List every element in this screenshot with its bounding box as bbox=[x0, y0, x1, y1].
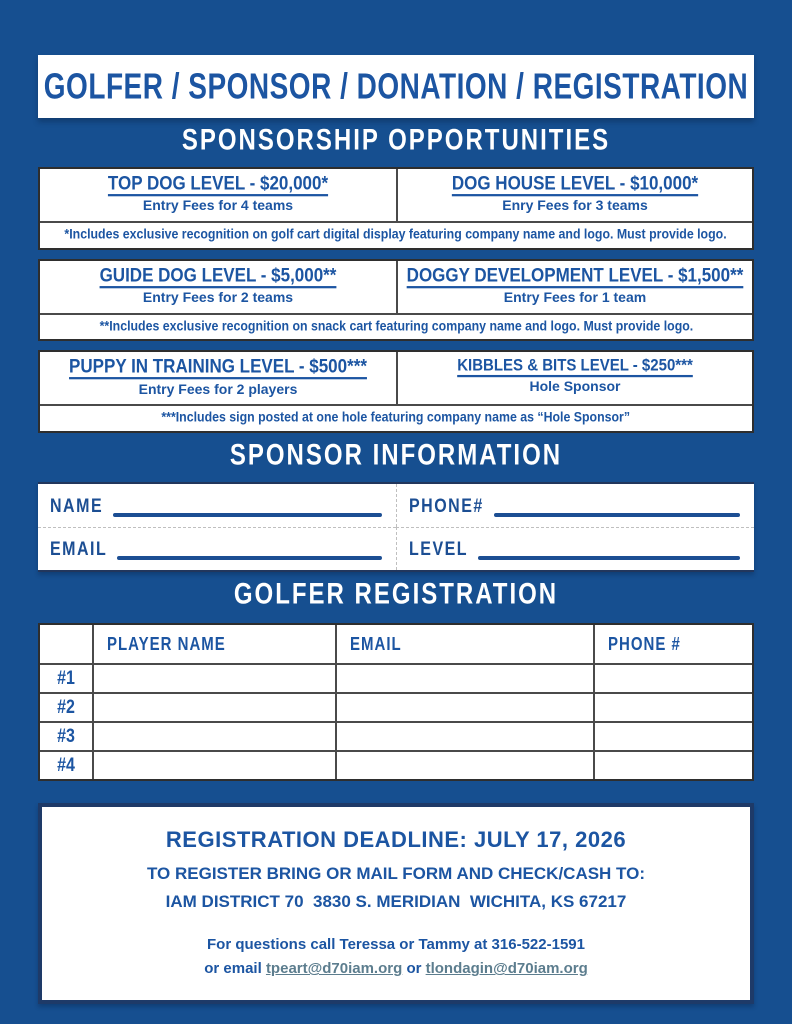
tier-row bbox=[40, 169, 752, 223]
sponsor-level-label: LEVEL bbox=[409, 539, 469, 561]
golfer-row-4-label: #4 bbox=[57, 754, 75, 776]
contact-email-line bbox=[52, 960, 740, 978]
sponsor-email-field bbox=[38, 527, 396, 570]
golfer-4-name-cell[interactable] bbox=[92, 752, 335, 779]
sponsor-email-label: EMAIL bbox=[50, 539, 108, 561]
golfer-row-3-label: #3 bbox=[57, 725, 75, 747]
golfer-header-phone-cell bbox=[593, 625, 752, 663]
email-joiner-text: or bbox=[406, 960, 422, 978]
title-box bbox=[38, 55, 754, 118]
golfer-row-1-label: #1 bbox=[57, 667, 75, 689]
tier-table-top-dog bbox=[38, 167, 754, 250]
golfer-3-email-cell[interactable] bbox=[335, 723, 593, 750]
email-link-tpeart[interactable]: tpeart@d70iam.org bbox=[265, 960, 403, 978]
register-instructions: TO REGISTER BRING OR MAIL FORM AND CHECK/CASH TO: bbox=[146, 863, 646, 883]
sponsor-name-field bbox=[38, 484, 396, 527]
tier-title-guide-dog: GUIDE DOG LEVEL - $5,000** bbox=[99, 264, 337, 286]
golfer-row-2-number-cell bbox=[40, 694, 92, 721]
golfer-row-4 bbox=[40, 750, 752, 779]
tier-note-1: *Includes exclusive recognition on golf cart digital display featuring company name and logo. Must provide logo. bbox=[64, 225, 728, 242]
golfer-2-phone-cell[interactable] bbox=[593, 694, 752, 721]
tier-cell-doggy-development bbox=[396, 261, 752, 313]
golfer-header-email-cell bbox=[335, 625, 593, 663]
phone-column-header: PHONE # bbox=[608, 633, 681, 655]
golfer-row-3-number-cell bbox=[40, 723, 92, 750]
golfer-row-2 bbox=[40, 692, 752, 721]
golfer-4-email-cell[interactable] bbox=[335, 752, 593, 779]
golfer-1-phone-cell[interactable] bbox=[593, 665, 752, 692]
tier-subtitle-dog-house: Enry Fees for 3 teams bbox=[502, 197, 648, 214]
tier-note-2: **Includes exclusive recognition on snack cart featuring company name and logo. Must provide logo. bbox=[99, 316, 693, 334]
tier-title-doggy-development: DOGGY DEVELOPMENT LEVEL - $1,500** bbox=[406, 264, 744, 286]
golfer-3-name-cell[interactable] bbox=[92, 723, 335, 750]
tier-subtitle-doggy-development: Entry Fees for 1 team bbox=[503, 289, 647, 306]
tier-table-guide-dog bbox=[38, 259, 754, 342]
tier-subtitle-top-dog: Entry Fees for 4 teams bbox=[142, 197, 294, 214]
tier-note-3: ***Includes sign posted at one hole featuring company name as “Hole Sponsor” bbox=[161, 408, 631, 425]
sponsor-info-box bbox=[38, 482, 754, 572]
sponsor-phone-field bbox=[396, 484, 754, 527]
golfer-row-1 bbox=[40, 663, 752, 692]
tier-cell-guide-dog bbox=[40, 261, 396, 313]
email-prefix-text: or email bbox=[204, 960, 262, 978]
tier-cell-dog-house bbox=[396, 169, 752, 221]
golfer-header-number-cell bbox=[40, 625, 92, 663]
tier-cell-top-dog bbox=[40, 169, 396, 221]
registration-deadline: REGISTRATION DEADLINE: JULY 17, 2026 bbox=[165, 827, 627, 853]
tier-title-kibbles-bits: KIBBLES & BITS LEVEL - $250*** bbox=[457, 356, 693, 376]
sponsor-information-heading-text: SPONSOR INFORMATION bbox=[229, 438, 563, 473]
golfer-4-phone-cell[interactable] bbox=[593, 752, 752, 779]
tier-subtitle-puppy-training: Entry Fees for 2 players bbox=[138, 380, 298, 397]
golfer-2-email-cell[interactable] bbox=[335, 694, 593, 721]
tier-row bbox=[40, 261, 752, 315]
sponsorship-opportunities-heading-text: SPONSORSHIP OPPORTUNITIES bbox=[181, 123, 611, 158]
tier-note-row bbox=[40, 406, 752, 431]
tier-note-row bbox=[40, 315, 752, 340]
golfer-3-phone-cell[interactable] bbox=[593, 723, 752, 750]
mailing-address: IAM DISTRICT 70 3830 S. MERIDIAN WICHITA, KS 67217 bbox=[165, 891, 627, 911]
golfer-row-4-number-cell bbox=[40, 752, 92, 779]
sponsor-phone-label: PHONE# bbox=[409, 496, 484, 518]
golfer-registration-table bbox=[38, 623, 754, 781]
tier-cell-puppy-training bbox=[40, 352, 396, 404]
sponsorship-opportunities-heading bbox=[0, 123, 792, 158]
registration-details-box bbox=[38, 803, 754, 1004]
golfer-registration-heading bbox=[0, 577, 792, 612]
tier-table-puppy-training bbox=[38, 350, 754, 433]
tier-row bbox=[40, 352, 752, 406]
sponsor-email-input-line[interactable] bbox=[117, 556, 382, 560]
tier-title-top-dog: TOP DOG LEVEL - $20,000* bbox=[107, 172, 329, 195]
tier-cell-kibbles-bits bbox=[396, 352, 752, 404]
email-column-header: EMAIL bbox=[350, 633, 402, 655]
golfer-row-2-label: #2 bbox=[57, 696, 75, 718]
tier-note-row bbox=[40, 223, 752, 248]
golfer-row-3 bbox=[40, 721, 752, 750]
sponsor-level-field bbox=[396, 527, 754, 570]
golfer-1-email-cell[interactable] bbox=[335, 665, 593, 692]
golfer-1-name-cell[interactable] bbox=[92, 665, 335, 692]
golfer-registration-heading-text: GOLFER REGISTRATION bbox=[233, 577, 559, 612]
questions-phone-line: For questions call Teressa or Tammy at 316-522-1591 bbox=[207, 936, 585, 954]
sponsor-name-label: NAME bbox=[50, 496, 104, 518]
tier-title-puppy-training: PUPPY IN TRAINING LEVEL - $500*** bbox=[69, 356, 367, 378]
sponsor-phone-input-line[interactable] bbox=[494, 513, 740, 517]
golfer-header-player-name-cell bbox=[92, 625, 335, 663]
player-name-column-header: PLAYER NAME bbox=[107, 633, 226, 655]
sponsor-level-input-line[interactable] bbox=[478, 556, 740, 560]
golfer-table-header-row bbox=[40, 625, 752, 663]
golfer-2-name-cell[interactable] bbox=[92, 694, 335, 721]
golfer-row-1-number-cell bbox=[40, 665, 92, 692]
tier-subtitle-kibbles-bits: Hole Sponsor bbox=[529, 378, 621, 395]
tier-subtitle-guide-dog: Entry Fees for 2 teams bbox=[142, 289, 294, 306]
email-link-tlondagin[interactable]: tlondagin@d70iam.org bbox=[425, 960, 588, 978]
sponsor-information-heading bbox=[0, 438, 792, 473]
page-title: GOLFER / SPONSOR / DONATION / REGISTRATION bbox=[43, 65, 749, 106]
tier-title-dog-house: DOG HOUSE LEVEL - $10,000* bbox=[451, 172, 699, 195]
sponsor-name-input-line[interactable] bbox=[113, 513, 382, 517]
